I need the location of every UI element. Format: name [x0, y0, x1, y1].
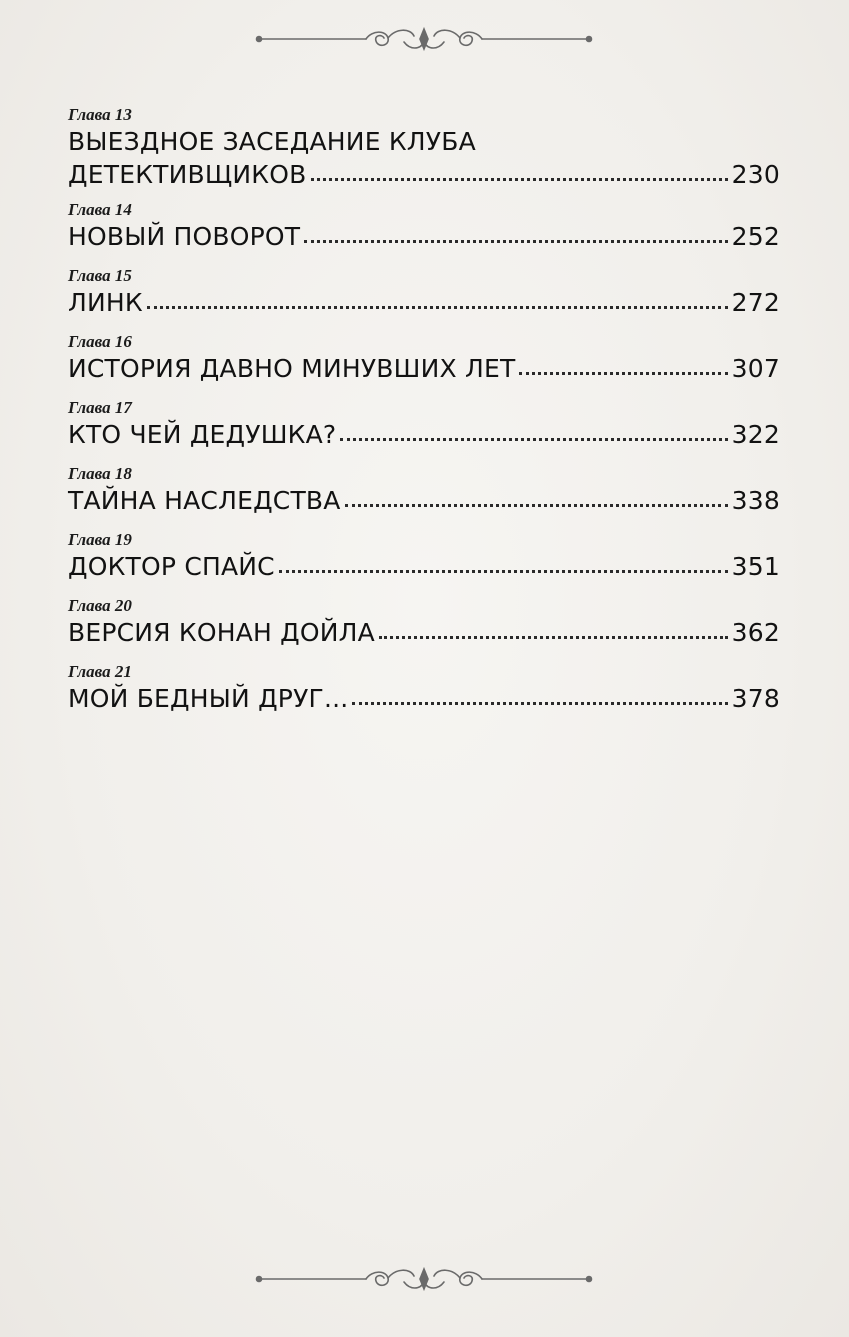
- top-ornament-icon: [254, 26, 594, 52]
- dot-leader: [352, 702, 727, 705]
- chapter-label: Глава 17: [68, 398, 132, 417]
- toc-row: [68, 550, 780, 583]
- toc-row: [68, 484, 780, 517]
- table-of-contents: [68, 105, 780, 715]
- page-number: 378: [731, 684, 780, 713]
- toc-row: [68, 220, 780, 253]
- page-number: 272: [731, 288, 780, 317]
- chapter-title: ЛИНК: [68, 288, 143, 317]
- toc-row: [68, 352, 780, 385]
- toc-entry[interactable]: [68, 596, 780, 649]
- dot-leader: [304, 240, 727, 243]
- chapter-label: Глава 13: [68, 105, 132, 124]
- chapter-title: ДЕТЕКТИВЩИКОВ: [68, 160, 307, 189]
- toc-entry[interactable]: [68, 464, 780, 517]
- chapter-label: Глава 19: [68, 530, 132, 549]
- dot-leader: [519, 372, 727, 375]
- toc-entry[interactable]: [68, 662, 780, 715]
- toc-row: [68, 682, 780, 715]
- dot-leader: [345, 504, 728, 507]
- toc-entry[interactable]: [68, 105, 780, 191]
- page-number: 362: [731, 618, 780, 647]
- chapter-title-line: ВЫЕЗДНОЕ ЗАСЕДАНИЕ КЛУБА: [68, 127, 476, 156]
- chapter-title: МОЙ БЕДНЫЙ ДРУГ...: [68, 684, 349, 713]
- chapter-label: Глава 21: [68, 662, 132, 681]
- page-number: 252: [731, 222, 780, 251]
- page-number: 322: [731, 420, 780, 449]
- toc-row: [68, 286, 780, 319]
- chapter-label: Глава 15: [68, 266, 132, 285]
- toc-entry[interactable]: [68, 332, 780, 385]
- dot-leader: [379, 636, 728, 639]
- toc-entry[interactable]: [68, 200, 780, 253]
- toc-entry[interactable]: [68, 530, 780, 583]
- page-number: 307: [731, 354, 780, 383]
- chapter-title: ТАЙНА НАСЛЕДСТВА: [68, 486, 341, 515]
- page-number: 351: [731, 552, 780, 581]
- chapter-title: ВЕРСИЯ КОНАН ДОЙЛА: [68, 618, 375, 647]
- page-number: 338: [731, 486, 780, 515]
- toc-row: [68, 418, 780, 451]
- chapter-label: Глава 14: [68, 200, 132, 219]
- chapter-title: ИСТОРИЯ ДАВНО МИНУВШИХ ЛЕТ: [68, 354, 516, 383]
- dot-leader: [311, 178, 728, 181]
- chapter-label: Глава 16: [68, 332, 132, 351]
- toc-row: [68, 616, 780, 649]
- page-number: 230: [731, 160, 780, 189]
- chapter-label: Глава 20: [68, 596, 132, 615]
- toc-entry[interactable]: [68, 398, 780, 451]
- toc-entry[interactable]: [68, 266, 780, 319]
- dot-leader: [147, 306, 728, 309]
- chapter-title: КТО ЧЕЙ ДЕДУШКА?: [68, 420, 337, 449]
- toc-row: [68, 158, 780, 191]
- dot-leader: [279, 570, 728, 573]
- chapter-label: Глава 18: [68, 464, 132, 483]
- dot-leader: [340, 438, 727, 441]
- chapter-title: НОВЫЙ ПОВОРОТ: [68, 222, 301, 251]
- bottom-ornament-icon: [254, 1266, 594, 1292]
- chapter-title: ДОКТОР СПАЙС: [68, 552, 275, 581]
